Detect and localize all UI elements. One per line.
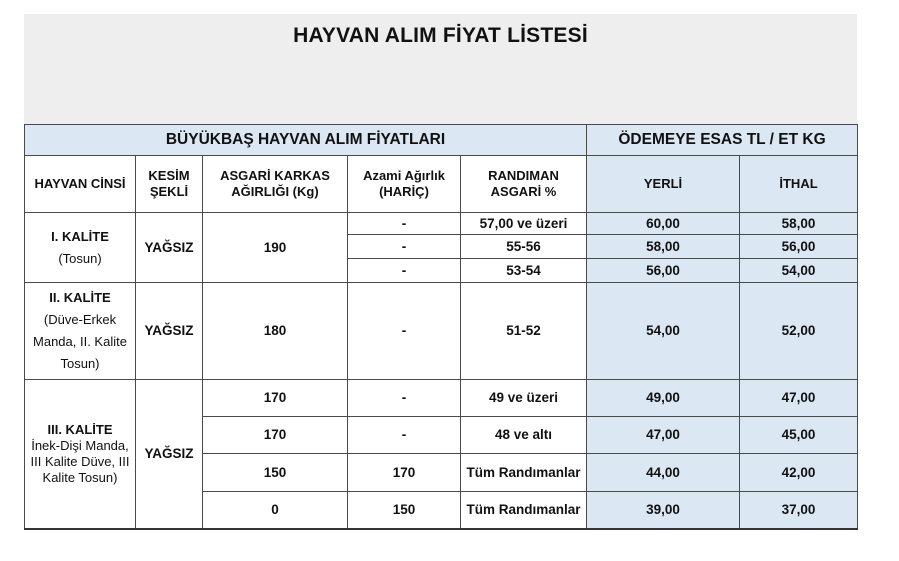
yerli-cell: 39,00 xyxy=(587,492,740,529)
yerli-cell: 56,00 xyxy=(587,259,740,283)
grade-2-sub: (Düve-Erkek Manda, II. Kalite Tosun) xyxy=(33,312,127,371)
col-header-ithal: İTHAL xyxy=(740,156,858,213)
grade-3-title: III. KALİTE xyxy=(47,421,113,437)
randiman-cell: 49 ve üzeri xyxy=(461,380,587,417)
table-row xyxy=(25,283,858,380)
azami-cell: - xyxy=(348,283,461,380)
ithal-cell: 56,00 xyxy=(740,235,858,259)
grade-3-cell xyxy=(25,380,136,529)
group-header-left: BÜYÜKBAŞ HAYVAN ALIM FİYATLARI xyxy=(25,125,587,156)
ithal-cell: 37,00 xyxy=(740,492,858,529)
randiman-cell: Tüm Randımanlar xyxy=(461,492,587,529)
asgari-cell: 150 xyxy=(203,454,348,492)
azami-cell: - xyxy=(348,235,461,259)
grade-2-kesim: YAĞSIZ xyxy=(136,283,203,380)
azami-cell: - xyxy=(348,380,461,417)
grade-1-title: I. KALİTE xyxy=(51,228,109,244)
table-row xyxy=(25,380,858,417)
azami-cell: 150 xyxy=(348,492,461,529)
azami-cell: - xyxy=(348,417,461,454)
azami-cell: - xyxy=(348,259,461,283)
grade-3-kesim: YAĞSIZ xyxy=(136,380,203,529)
asgari-cell: 0 xyxy=(203,492,348,529)
grade-2-cell xyxy=(25,283,136,380)
grade-1-kesim: YAĞSIZ xyxy=(136,213,203,283)
grade-1-asgari: 190 xyxy=(203,213,348,283)
randiman-cell: 53-54 xyxy=(461,259,587,283)
asgari-cell: 170 xyxy=(203,380,348,417)
ithal-cell: 42,00 xyxy=(740,454,858,492)
ithal-cell: 54,00 xyxy=(740,259,858,283)
yerli-cell: 49,00 xyxy=(587,380,740,417)
asgari-cell: 170 xyxy=(203,417,348,454)
ithal-cell: 52,00 xyxy=(740,283,858,380)
randiman-cell: 55-56 xyxy=(461,235,587,259)
azami-cell: 170 xyxy=(348,454,461,492)
page-title: HAYVAN ALIM FİYAT LİSTESİ xyxy=(293,24,588,47)
grade-2-asgari: 180 xyxy=(203,283,348,380)
table-row xyxy=(25,213,858,235)
grade-1-cell xyxy=(25,213,136,283)
ithal-cell: 58,00 xyxy=(740,213,858,235)
yerli-cell: 54,00 xyxy=(587,283,740,380)
randiman-cell: 51-52 xyxy=(461,283,587,380)
ithal-cell: 45,00 xyxy=(740,417,858,454)
randiman-cell: Tüm Randımanlar xyxy=(461,454,587,492)
randiman-cell: 48 ve altı xyxy=(461,417,587,454)
yerli-cell: 44,00 xyxy=(587,454,740,492)
yerli-cell: 60,00 xyxy=(587,213,740,235)
azami-cell: - xyxy=(348,213,461,235)
grade-2-title: II. KALİTE xyxy=(49,290,111,305)
col-header-asgari: ASGARİ KARKAS AĞIRLIĞI (Kg) xyxy=(203,156,348,213)
col-header-hayvan: HAYVAN CİNSİ xyxy=(25,156,136,213)
ithal-cell: 47,00 xyxy=(740,380,858,417)
column-header-row xyxy=(25,156,858,213)
group-header-row xyxy=(25,125,858,156)
randiman-cell: 57,00 ve üzeri xyxy=(461,213,587,235)
price-list-sheet xyxy=(24,14,857,530)
yerli-cell: 58,00 xyxy=(587,235,740,259)
title-area xyxy=(24,14,857,124)
col-header-randiman: RANDIMAN ASGARİ % xyxy=(461,156,587,213)
yerli-cell: 47,00 xyxy=(587,417,740,454)
col-header-azami: Azami Ağırlık (HARİÇ) xyxy=(348,156,461,213)
col-header-kesim: KESİM ŞEKLİ xyxy=(136,156,203,213)
price-table xyxy=(24,124,858,530)
group-header-right: ÖDEMEYE ESAS TL / ET KG xyxy=(587,125,858,156)
col-header-yerli: YERLİ xyxy=(587,156,740,213)
grade-1-sub: (Tosun) xyxy=(58,250,102,266)
grade-3-sub: İnek-Dişi Manda, III Kalite Düve, III Kalite Tosun) xyxy=(30,437,130,485)
